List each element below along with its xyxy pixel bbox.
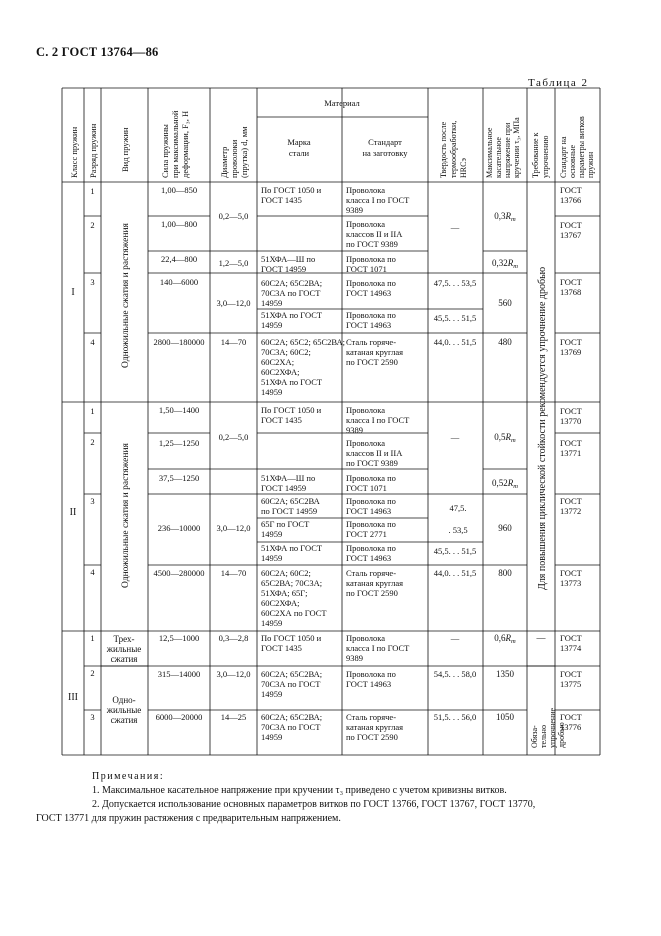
force-value: 236—10000	[157, 523, 201, 533]
blank-standard: 9389	[346, 205, 363, 215]
kind-label: жильные	[106, 705, 142, 715]
force-value: 6000—20000	[155, 712, 203, 722]
steel-grade: 14959	[261, 298, 283, 308]
header-requirement: упрочнению	[541, 135, 550, 178]
header-hardness: Твердость после	[439, 121, 448, 178]
gost-reference: 13776	[560, 722, 582, 732]
steel-grade: ГОСТ 1435	[261, 643, 302, 653]
blank-standard: Проволока по	[346, 543, 396, 553]
blank-standard: классов II и IIА	[346, 229, 403, 239]
gost-reference: ГОСТ	[560, 406, 582, 416]
gost-reference: ГОСТ	[560, 277, 582, 287]
hardness-value: 47,5. . . 53,5	[433, 278, 477, 288]
diameter-value: 1,2—5,0	[218, 258, 249, 268]
blank-standard: класса I по ГОСТ	[346, 643, 410, 653]
blank-standard: Проволока по	[346, 669, 396, 679]
blank-standard: по ГОСТ 2590	[346, 588, 398, 598]
steel-grade: 60С2ХФА;	[261, 367, 300, 377]
blank-standard: ГОСТ 1071	[346, 483, 387, 493]
note-2: 2. Допускается использование основных параметров витков по ГОСТ 13766, ГОСТ 13767, ГОСТ 13770,	[92, 799, 536, 810]
steel-grade: 60С2ХА по ГОСТ	[261, 608, 327, 618]
requirement-text: Обяза-	[530, 725, 539, 748]
blank-standard: по ГОСТ 2590	[346, 357, 398, 367]
kind-label: Одножильные сжатия и растяжения	[121, 443, 131, 588]
gost-reference: 13774	[560, 643, 582, 653]
header-grade: Марка	[287, 137, 311, 147]
header-standard-params: Стандарт на	[559, 136, 568, 178]
hardness-value: 51,5. . . 56,0	[433, 712, 477, 722]
header-diameter: Диаметр	[219, 146, 229, 178]
kind-label: жильные	[106, 644, 142, 654]
header-diameter: (прутка) d, мм	[239, 126, 249, 178]
blank-standard: Проволока по	[346, 519, 396, 529]
force-value: 1,00—850	[160, 185, 198, 195]
header-kind: Вид пружин	[120, 127, 130, 172]
rank-label: 1	[90, 406, 95, 416]
steel-grade: 70С3А по ГОСТ	[261, 288, 321, 298]
force-value: 140—6000	[159, 277, 199, 287]
kind-label: сжатия	[110, 654, 138, 664]
blank-standard: ГОСТ 14963	[346, 288, 392, 298]
note-1: 1. Максимальное касательное напряжение при кручении τ₃ приведено с учетом кривизны витков.	[92, 785, 507, 796]
hardness-value: . 53,5	[448, 525, 468, 535]
header-stress: Максимальное	[485, 127, 494, 178]
header-class: Класс пружин	[69, 126, 79, 178]
header-force: Сила пружины	[160, 124, 170, 178]
header-stress: кручении τ₃, МПа	[512, 117, 521, 178]
header-standard: на заготовку	[362, 148, 408, 158]
steel-grade: ГОСТ 1435	[261, 195, 302, 205]
steel-grade: 14959	[261, 553, 283, 563]
requirement-text: дробью	[557, 722, 566, 748]
gost-reference: 13775	[560, 679, 582, 689]
rank-label: 1	[90, 186, 95, 196]
steel-grade: 51ХФА; 65Г;	[261, 588, 308, 598]
diameter-value: 14—70	[220, 337, 247, 347]
diameter-value: 3,0—12,0	[216, 523, 251, 533]
hardness-value: 44,0. . . 51,5	[433, 337, 477, 347]
blank-standard: катаная круглая	[346, 578, 403, 588]
blank-standard: катаная круглая	[346, 347, 403, 357]
hardness-value: —	[450, 633, 460, 643]
stress-value: 960	[498, 523, 512, 533]
steel-grade: 60С2А; 65С2; 65С2ВА;	[261, 337, 346, 347]
force-value: 22,4—800	[160, 254, 198, 264]
header-standard-params: параметры витков	[577, 116, 586, 178]
steel-grade: ГОСТ 14959	[261, 264, 307, 274]
header-force: деформации, F₃, Н	[180, 110, 190, 178]
rank-label: 4	[90, 567, 95, 577]
kind-label: Трех-	[113, 634, 135, 644]
stress-value: $0,32R_m$	[492, 258, 518, 270]
steel-grade: 60С2А; 60С2;	[261, 568, 311, 578]
header-hardness: термообработки,	[449, 120, 458, 178]
steel-grade: 65С2ВА; 70С3А;	[261, 578, 323, 588]
gost-reference: ГОСТ	[560, 669, 582, 679]
notes	[36, 770, 636, 826]
rank-label: 2	[90, 437, 95, 447]
steel-grade: 65Г по ГОСТ	[261, 519, 310, 529]
blank-standard: Проволока по	[346, 496, 396, 506]
steel-grade: По ГОСТ 1050 и	[261, 405, 322, 415]
steel-grade: 60С2ХА;	[261, 357, 295, 367]
rank-label: 1	[90, 633, 95, 643]
steel-grade: 60С2А; 65С2ВА;	[261, 712, 323, 722]
blank-standard: ГОСТ 14963	[346, 320, 392, 330]
blank-standard: Проволока	[346, 405, 385, 415]
force-value: 12,5—1000	[158, 633, 200, 643]
gost-reference: ГОСТ	[560, 337, 582, 347]
steel-grade: 14959	[261, 618, 283, 628]
rank-label: 3	[90, 496, 95, 506]
steel-grade: 51ХФА по ГОСТ	[261, 543, 323, 553]
diameter-value: 0,2—5,0	[218, 432, 249, 442]
stress-value: $0,5R_m$	[494, 432, 516, 444]
gost-reference: ГОСТ	[560, 496, 582, 506]
blank-standard: Проволока по	[346, 310, 396, 320]
stress-value: 480	[498, 337, 512, 347]
blank-standard: ГОСТ 14963	[346, 553, 392, 563]
steel-grade: 70С3А по ГОСТ	[261, 679, 321, 689]
stress-value: $0,3R_m$	[494, 211, 516, 223]
stress-value: 560	[498, 298, 512, 308]
blank-standard: Проволока по	[346, 473, 396, 483]
stress-value: 1050	[496, 712, 514, 722]
force-value: 1,00—800	[160, 219, 198, 229]
table-title: Таблица 2	[528, 77, 589, 89]
hardness-value: 44,0. . . 51,5	[433, 568, 477, 578]
header-hardness: HRCэ	[459, 158, 468, 178]
hardness-value: 45,5. . . 51,5	[433, 546, 477, 556]
gost-reference: ГОСТ	[560, 220, 582, 230]
gost-reference: ГОСТ	[560, 185, 582, 195]
steel-grade: 14959	[261, 732, 283, 742]
rank-label: 2	[90, 668, 95, 678]
kind-label: Одножильные сжатия и растяжения	[121, 223, 131, 368]
gost-reference: 13771	[560, 448, 582, 458]
requirement-text: тельно	[539, 725, 548, 748]
header-material: Материал	[324, 98, 360, 108]
steel-grade: 51ХФА—Ш по	[261, 473, 316, 483]
rank-label: 4	[90, 337, 95, 347]
stress-value: 1350	[496, 669, 514, 679]
blank-standard: классов II и IIА	[346, 448, 403, 458]
gost-reference: 13768	[560, 287, 582, 297]
steel-grade: 60С2ХФА;	[261, 598, 300, 608]
stress-value: $0,6R_m$	[494, 633, 516, 645]
blank-standard: 9389	[346, 425, 363, 435]
steel-grade: 60С2А; 65С2ВА	[261, 496, 320, 506]
gost-reference: 13772	[560, 506, 582, 516]
steel-grade: 14959	[261, 529, 283, 539]
hardness-value: —	[450, 432, 460, 442]
gost-reference: ГОСТ	[560, 712, 582, 722]
blank-standard: Проволока по	[346, 254, 396, 264]
rank-label: 3	[90, 277, 95, 287]
header-standard: Стандарт	[368, 137, 402, 147]
gost-reference: 13770	[560, 416, 582, 426]
kind-label: Одно-	[112, 695, 136, 705]
header-grade: стали	[288, 148, 310, 158]
force-value: 4500—280000	[153, 568, 205, 578]
header-stress: касательное	[494, 137, 503, 178]
blank-standard: Проволока	[346, 438, 385, 448]
steel-grade: По ГОСТ 1050 и	[261, 633, 322, 643]
steel-grade: 51ХФА—Ш по	[261, 254, 316, 264]
steel-grade: 60С2А; 65С2ВА;	[261, 669, 323, 679]
header-diameter: проволоки	[229, 139, 239, 178]
hardness-value: 54,5. . . 58,0	[433, 669, 477, 679]
header-rank: Разряд пружин	[88, 123, 98, 178]
blank-standard: ГОСТ 14963	[346, 679, 392, 689]
blank-standard: класса I по ГОСТ	[346, 415, 410, 425]
header-standard-params: пружин	[586, 151, 595, 178]
steel-grade: ГОСТ 1435	[261, 415, 302, 425]
gost-reference: 13773	[560, 578, 582, 588]
gost-reference: ГОСТ	[560, 438, 582, 448]
diameter-value: 14—70	[220, 568, 247, 578]
gost-reference: ГОСТ	[560, 568, 582, 578]
force-value: 1,25—1250	[158, 438, 200, 448]
stress-value: $0,52R_m$	[492, 478, 518, 490]
hardness-value: —	[450, 222, 460, 232]
diameter-value: 0,2—5,0	[218, 211, 249, 221]
gost-reference: 13766	[560, 195, 582, 205]
page-header: С. 2 ГОСТ 13764—86	[36, 45, 159, 59]
gost-reference: ГОСТ	[560, 633, 582, 643]
blank-standard: 9389	[346, 653, 363, 663]
blank-standard: ГОСТ 14963	[346, 506, 392, 516]
diameter-value: 14—25	[220, 712, 247, 722]
steel-grade: 14959	[261, 387, 283, 397]
rank-label: 2	[90, 220, 95, 230]
stress-value: 800	[498, 568, 512, 578]
steel-grade: по ГОСТ 14959	[261, 506, 318, 516]
blank-standard: катаная круглая	[346, 722, 403, 732]
requirement-text: —	[536, 633, 546, 643]
blank-standard: Сталь горяче-	[346, 568, 397, 578]
gost-reference: 13767	[560, 230, 582, 240]
header-stress: напряжение при	[503, 122, 512, 178]
blank-standard: Проволока	[346, 219, 385, 229]
steel-grade: 14959	[261, 320, 283, 330]
blank-standard: Сталь горяче-	[346, 337, 397, 347]
kind-label: сжатия	[110, 715, 138, 725]
diameter-value: 0,3—2,8	[218, 633, 249, 643]
class-label: III	[68, 692, 78, 703]
header-standard-params: основные	[568, 144, 577, 178]
steel-grade: ГОСТ 14959	[261, 483, 307, 493]
force-value: 315—14000	[157, 669, 201, 679]
steel-grade: 60С2А; 65С2ВА;	[261, 278, 323, 288]
hardness-value: 47,5.	[449, 503, 467, 513]
steel-grade: 70С3А по ГОСТ	[261, 722, 321, 732]
blank-standard: Проволока по	[346, 278, 396, 288]
blank-standard: Сталь горяче-	[346, 712, 397, 722]
force-value: 2800—180000	[153, 337, 205, 347]
blank-standard: Проволока	[346, 185, 385, 195]
requirement-text: Для повышения циклической стойкости рекомендуется упрочнение дробью	[537, 266, 548, 590]
force-value: 1,50—1400	[158, 405, 200, 415]
blank-standard: Проволока	[346, 633, 385, 643]
gost-reference: 13769	[560, 347, 582, 357]
hardness-value: 45,5. . . 51,5	[433, 313, 477, 323]
blank-standard: ГОСТ 2771	[346, 529, 387, 539]
steel-grade: 14959	[261, 689, 283, 699]
blank-standard: ГОСТ 1071	[346, 264, 387, 274]
diameter-value: 3,0—12,0	[216, 669, 251, 679]
requirement-text: упрочнение	[548, 707, 557, 748]
note-2-cont: ГОСТ 13771 для пружин растяжения с предварительным напряжением.	[36, 813, 341, 824]
blank-standard: по ГОСТ 9389	[346, 458, 398, 468]
class-label: I	[71, 287, 75, 298]
steel-grade: 70С3А; 60С2;	[261, 347, 311, 357]
class-label: II	[69, 507, 77, 518]
steel-grade: 51ХФА по ГОСТ	[261, 310, 323, 320]
steel-grade: По ГОСТ 1050 и	[261, 185, 322, 195]
blank-standard: по ГОСТ 9389	[346, 239, 398, 249]
blank-standard: класса I по ГОСТ	[346, 195, 410, 205]
rank-label: 3	[90, 712, 95, 722]
header-requirement: Требование к	[531, 132, 540, 178]
diameter-value: 3,0—12,0	[216, 298, 251, 308]
blank-standard: по ГОСТ 2590	[346, 732, 398, 742]
steel-grade: 51ХФА по ГОСТ	[261, 377, 323, 387]
force-value: 37,5—1250	[158, 473, 200, 483]
notes-title: Примечания:	[92, 771, 165, 782]
header-force: при максимальной	[170, 110, 180, 178]
